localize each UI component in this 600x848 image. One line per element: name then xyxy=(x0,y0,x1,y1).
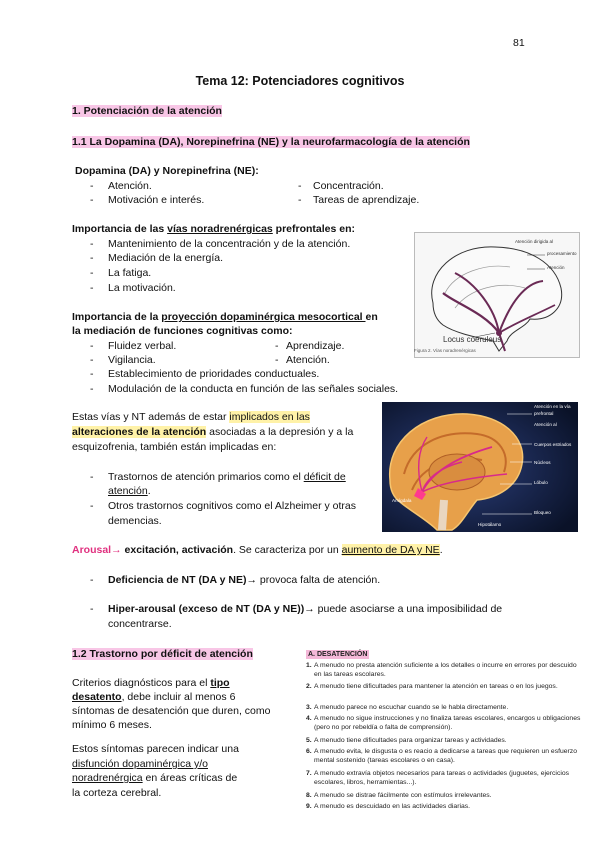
list-item: Establecimiento de prioridades conductuales. xyxy=(108,368,320,380)
locus-coeruleus-label: Locus coeruleus xyxy=(443,335,502,344)
arousal-definition: Arousal→ excitación, activación. Se caracteriza por un aumento de DA y NE. xyxy=(72,544,443,556)
page-number: 81 xyxy=(513,37,525,49)
dopaminergic-heading: Importancia de la proyección dopaminérgica mesocortical en xyxy=(72,311,378,323)
list-item: Motivación e interés. xyxy=(108,194,205,206)
sintomas-line3: noradrenérgica en áreas críticas de xyxy=(72,772,238,784)
table-heading: A. DESATENCIÓN xyxy=(308,651,368,658)
list-item: Concentración. xyxy=(313,180,384,192)
list-item: Otros trastornos cognitivos como el Alzheimer y otras xyxy=(108,500,357,512)
da-ne-heading: Dopamina (DA) y Norepinefrina (NE): xyxy=(75,165,259,177)
list-item: - xyxy=(298,180,302,192)
list-item: Mediación de la energía. xyxy=(108,252,223,264)
nt-paragraph-line3: esquizofrenia, también están implicadas en: xyxy=(72,441,277,453)
fig2-label: Lóbulo xyxy=(534,480,548,485)
sintomas-line2: disfunción dopaminérgica y/o xyxy=(72,758,208,770)
fig1-label: Atención dirigida al xyxy=(515,239,554,244)
section-1-1-heading: 1.1 La Dopamina (DA), Norepinefrina (NE) y la neurofarmacología de la atención xyxy=(72,136,470,148)
list-item: Atención. xyxy=(108,180,152,192)
noradrenergic-heading: Importancia de las vías noradrenérgicas prefrontales en: xyxy=(72,223,356,235)
fig2-label: Bloqueo xyxy=(534,510,551,515)
criterios-line1: Criterios diagnósticos para el tipo xyxy=(72,677,230,689)
page-title: Tema 12: Potenciadores cognitivos xyxy=(195,74,405,88)
list-item: Tareas de aprendizaje. xyxy=(313,194,420,206)
criterios-line3: síntomas de desatención que duren, como xyxy=(72,705,271,717)
nt-paragraph-line2: alteraciones de la atención asociadas a la depresión y a la xyxy=(72,426,354,438)
attention-brain-illustration xyxy=(382,402,578,532)
section-1-2-heading: 1.2 Trastorno por déficit de atención xyxy=(72,648,253,660)
list-item: Trastornos de atención primarios como el déficit de xyxy=(108,471,346,483)
list-item: La fatiga. xyxy=(108,267,152,279)
list-item: - xyxy=(90,180,94,192)
fig1-label: procesamiento xyxy=(547,251,577,256)
list-item: - xyxy=(90,194,94,206)
list-item-cont: demencias. xyxy=(108,515,162,527)
list-item: Atención. xyxy=(286,354,330,366)
dopaminergic-heading-line2: la mediación de funciones cognitivas como: xyxy=(72,325,293,337)
deficiencia-item: Deficiencia de NT (DA y NE)→ provoca falta de atención. xyxy=(108,574,381,586)
fig2-label: Núcleos xyxy=(534,460,551,465)
criterios-line2: desatento, debe incluir al menos 6 xyxy=(72,691,236,703)
list-item: - xyxy=(298,194,302,206)
list-item-cont: atención. xyxy=(108,485,151,497)
fig2-label: Atención en la vía xyxy=(534,404,571,409)
fig2-label: prefrontal xyxy=(534,411,554,416)
section-1-heading: 1. Potenciación de la atención xyxy=(72,105,222,117)
list-item: Mantenimiento de la concentración y de la atención. xyxy=(108,238,351,250)
noradrenergic-pathways-figure xyxy=(414,232,580,358)
fig2-label: Amígdala xyxy=(392,498,412,503)
fig2-label: Cuerpos estriados xyxy=(534,442,572,447)
dsm-criteria-table: A. DESATENCIÓN 1. A menudo no presta atención suficiente a los detalles o incurre en errores por descuido en las tareas escolares. 2. A menudo tiene dificultades para mantener la atención en tareas o en los juegos. 3. A menudo parece no escuchar cuando se le habla directamente. 4. A menudo no sigue instrucciones y no finaliza tareas escolares, encargos u obligaciones (pero no por rebeldía o falta de comprensión). 5. A menudo tiene dificultades para organizar tareas y actividades. 6. A menudo evita, le disgusta o es reacio a dedicarse a tareas que requieren un esfuerzo mental sostenido (tareas escolares o en casa). 7. A menudo extravía objetos necesarios para tareas o actividades (juguetes, ejercicios escolares, libros, herramientas...). 8. A menudo se distrae fácilmente con estímulos irrelevantes. 9. A menudo es descuidado en las actividades diarias. xyxy=(306,651,581,810)
list-item: Modulación de la conducta en función de las señales sociales. xyxy=(108,383,399,395)
sintomas-line1: Estos síntomas parecen indicar una xyxy=(72,743,239,755)
fig2-label: Atención al xyxy=(534,422,557,427)
hiper-arousal-item-cont: concentrarse. xyxy=(108,618,172,630)
hiper-arousal-item: Hiper-arousal (exceso de NT (DA y NE))→ puede asociarse a una imposibilidad de xyxy=(108,603,503,615)
sintomas-line4: la corteza cerebral. xyxy=(72,787,162,799)
list-item: Aprendizaje. xyxy=(286,340,345,352)
fig2-label: Hipotálamo xyxy=(478,522,502,527)
list-item: Vigilancia. xyxy=(108,354,156,366)
list-item: La motivación. xyxy=(108,282,176,294)
criterios-line4: mínimo 6 meses. xyxy=(72,719,152,731)
nt-paragraph-line1: Estas vías y NT además de estar implicados en las xyxy=(72,411,310,423)
figure-caption: Figura 2. Vías noradrenérgicas xyxy=(414,348,476,353)
list-item: Fluidez verbal. xyxy=(108,340,177,352)
fig1-label: Atención xyxy=(547,265,565,270)
